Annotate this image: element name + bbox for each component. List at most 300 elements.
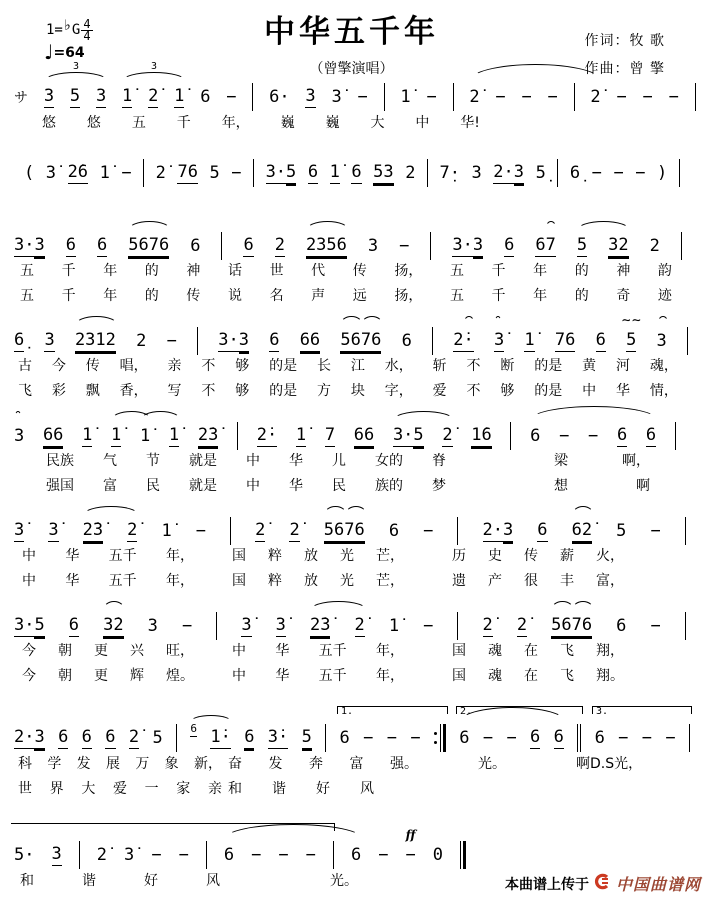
expression-marking: ff	[405, 827, 416, 842]
lyrics-row-2	[14, 285, 682, 305]
lyric-syllable: 写	[167, 383, 182, 399]
lyric-syllable: 悠	[86, 115, 101, 131]
system-8	[14, 706, 690, 797]
barline	[176, 723, 177, 753]
note-token: 3	[471, 162, 482, 183]
note-token: 2̇3̇	[197, 425, 219, 445]
lyrics-segment	[22, 545, 194, 565]
note-token: 6	[401, 330, 412, 351]
site-logo-icon	[594, 873, 611, 894]
lyrics-segment	[330, 870, 358, 890]
lyric-syllable: 飘	[85, 383, 100, 399]
note-token: 6	[223, 844, 235, 865]
barline	[333, 840, 334, 870]
lyric-syllable: 中	[22, 573, 36, 589]
note-token: 2̇	[442, 425, 453, 445]
lyric-syllable: 五千	[318, 668, 347, 684]
note-token: 3·5	[392, 425, 424, 445]
lyric-syllable: 辉	[130, 668, 144, 684]
lyric-syllable: 千	[176, 115, 191, 131]
note-token: 1̇	[388, 615, 400, 636]
system-5	[14, 421, 676, 494]
lyric-syllable: 丰	[560, 573, 574, 589]
lyrics-row-1	[14, 112, 696, 132]
lyric-syllable: 中	[232, 643, 246, 659]
flat-icon: ♭	[62, 16, 72, 34]
note-token: サ	[14, 89, 28, 106]
note-token: 3̇	[493, 330, 505, 350]
note-token: (	[24, 162, 35, 183]
note-token: 2	[274, 235, 285, 255]
lyric-syllable: 斩	[432, 358, 447, 374]
lyric-syllable: 气	[103, 453, 117, 469]
system-4	[14, 313, 688, 399]
lyric-syllable: 魂，	[649, 358, 678, 374]
note-token: −	[616, 86, 627, 107]
barline	[577, 723, 581, 753]
note-token: 6	[339, 727, 350, 748]
lyric-syllable: 就是	[189, 453, 217, 469]
expression-marking: ∼∼	[621, 313, 642, 327]
ending-bracket	[11, 823, 335, 831]
lyric-syllable: 学	[47, 756, 62, 772]
lyric-syllable: 世	[269, 263, 284, 279]
lyrics-segment	[18, 753, 222, 773]
lyric-syllable: 中	[246, 453, 260, 469]
lyric-syllable: 想	[554, 478, 568, 494]
note-token: 6	[504, 235, 515, 255]
note-token: −	[495, 86, 506, 107]
lyric-syllable: 中	[415, 115, 430, 131]
lyrics-row-2	[14, 665, 686, 685]
note-token: 6	[459, 727, 470, 748]
lyrics-segment	[18, 778, 222, 798]
lyric-syllable: 强。	[390, 756, 418, 772]
lyric-syllable: 朝	[58, 643, 72, 659]
lyrics-segment	[20, 870, 220, 890]
note-token: −	[591, 162, 602, 183]
lyric-syllable: 脊	[432, 453, 446, 469]
note-token: 5	[69, 86, 81, 106]
lyrics-row-1	[14, 870, 466, 890]
lyrics-row-1	[14, 355, 688, 375]
note-token: 2̇3̇	[309, 615, 331, 635]
lyric-syllable: 中	[22, 548, 36, 564]
volta-bracket	[456, 706, 583, 717]
note-token: 6	[68, 615, 80, 635]
lyric-syllable: 的是	[534, 383, 563, 399]
lyric-syllable: 好	[144, 873, 158, 889]
quarter-note-icon: ♩	[44, 40, 54, 64]
note-token: 2̇	[516, 615, 528, 635]
lyric-syllable: 彩	[51, 383, 66, 399]
lyric-syllable: 朝	[58, 668, 72, 684]
slur-arc	[103, 601, 125, 610]
lyric-syllable: 巍	[280, 115, 295, 131]
note-token: 5	[152, 727, 163, 748]
slur-arc	[530, 406, 658, 420]
uploaded-text: 本曲谱上传于	[505, 876, 589, 893]
lyric-syllable: 光	[340, 573, 354, 589]
note-token: 1̇	[111, 425, 122, 445]
lyric-syllable: 悠	[42, 115, 56, 131]
lyric-syllable: 好	[316, 781, 330, 797]
lyrics-row-1	[14, 640, 686, 660]
note-token: 1̇	[168, 425, 180, 445]
slur-arc	[545, 221, 557, 230]
note-token: −	[410, 727, 421, 748]
lyric-syllable: 断	[500, 358, 515, 374]
note-token: )	[657, 162, 668, 183]
note-token: 3	[656, 330, 667, 351]
lyric-syllable: 象	[164, 756, 179, 772]
note-token: 3	[367, 235, 379, 256]
lyric-syllable: 年，	[375, 643, 404, 659]
slur-arc	[657, 316, 669, 325]
note-token: 2	[405, 162, 416, 183]
lyric-syllable: 河	[616, 358, 630, 374]
note-token: 7̣·	[439, 162, 460, 183]
slur-arc	[361, 316, 384, 325]
lyric-syllable: 黄	[582, 358, 597, 374]
note-token: 6̣	[14, 330, 25, 350]
slur-arc	[190, 715, 232, 722]
lyric-syllable: 不	[201, 358, 216, 374]
note-token: 6	[350, 844, 362, 865]
barline	[453, 82, 454, 112]
lyric-syllable: 梦	[432, 478, 446, 494]
lyrics-segment	[554, 475, 650, 495]
site-name: 中国曲谱网	[616, 875, 702, 894]
lyric-syllable: 就是	[189, 478, 217, 494]
barline	[685, 516, 686, 546]
lyric-syllable: 和	[228, 781, 242, 797]
note-token: −	[178, 844, 189, 865]
lyric-syllable: 产	[488, 573, 502, 589]
lyric-syllable: 发	[76, 756, 91, 772]
lyric-syllable: 在	[524, 643, 538, 659]
volta-bracket	[337, 706, 448, 717]
note-token: 5	[209, 162, 220, 183]
lyrics-segment	[232, 640, 404, 660]
lyric-syllable: 千	[61, 263, 76, 279]
note-token: 2̇	[127, 520, 138, 540]
lyric-syllable: 的是	[269, 383, 298, 399]
note-token: 1̇	[174, 86, 185, 106]
lyric-syllable: 够	[500, 383, 515, 399]
lyrics-segment	[20, 285, 672, 305]
lyric-syllable: 放	[304, 573, 318, 589]
lyric-syllable: 奋	[228, 756, 242, 772]
lyric-syllable: 声	[311, 288, 326, 304]
note-token: −	[386, 727, 397, 748]
lyrics-segment	[42, 112, 480, 132]
lyric-syllable: 华	[289, 478, 303, 494]
notes-row	[14, 231, 682, 261]
lyric-syllable: 话	[227, 263, 242, 279]
lyric-syllable: 飞	[560, 668, 574, 684]
barline	[457, 516, 458, 546]
lyric-syllable: 国	[452, 668, 466, 684]
note-token: 3̇	[14, 520, 25, 540]
lyric-syllable: 民	[332, 478, 346, 494]
lyric-syllable: 啊D.S光，	[576, 756, 643, 772]
note-token: 2̇	[128, 727, 140, 747]
note-token: 2·3	[482, 520, 514, 540]
lyric-syllable: 五千	[108, 548, 137, 564]
lyric-syllable: 够	[235, 358, 250, 374]
notes-row	[14, 421, 676, 451]
lyric-syllable: 富，	[596, 573, 624, 589]
slur-arc	[572, 601, 595, 610]
lyric-syllable: 粹	[268, 573, 282, 589]
lyric-syllable: 光。	[330, 873, 358, 889]
note-token: 1̇	[82, 425, 93, 445]
lyric-syllable: 五	[131, 115, 146, 131]
lyric-syllable: 华	[275, 668, 290, 684]
lyric-syllable: 历	[452, 548, 466, 564]
lyric-syllable: 够	[235, 383, 250, 399]
lyric-syllable: 兴	[130, 643, 144, 659]
note-token: 6	[616, 425, 628, 445]
lyric-syllable: 的是	[269, 358, 298, 374]
note-token: 6	[105, 727, 116, 747]
lyric-syllable: 华	[275, 643, 290, 659]
lyric-syllable: 放	[304, 548, 318, 564]
note-token: 1̇	[329, 162, 340, 182]
note-token: 5676	[323, 520, 365, 540]
slur-arc	[324, 506, 347, 515]
note-token: 66	[42, 425, 64, 445]
barline	[685, 611, 686, 641]
lyric-syllable: 爱	[112, 781, 127, 797]
barline	[230, 516, 231, 546]
note-token: 3̇	[331, 86, 342, 107]
lyric-syllable: 啊	[636, 478, 650, 494]
note-token: −	[521, 86, 532, 107]
note-token: 2̇	[354, 615, 365, 635]
note-token: −	[226, 86, 237, 107]
note-token: 2356	[305, 235, 347, 255]
note-token: 1̇	[524, 330, 535, 350]
lyric-syllable: 年，	[165, 573, 194, 589]
note-token: 3	[147, 615, 158, 636]
barline	[434, 723, 446, 753]
note-token: −	[650, 615, 661, 636]
note-token: −	[642, 86, 653, 107]
note-token: − ff	[405, 827, 416, 865]
note-token: −	[357, 86, 368, 107]
note-token: −	[151, 844, 162, 865]
note-token: 2̇·	[453, 330, 474, 350]
lyrics-row-2	[14, 475, 676, 495]
lyric-syllable: 翔，	[596, 643, 624, 659]
note-token: 6	[307, 162, 319, 182]
note-token: 6	[645, 425, 657, 445]
lyrics-segment	[228, 753, 418, 773]
lyric-syllable: 方	[317, 383, 331, 399]
barline	[457, 611, 458, 641]
lyrics-segment	[554, 450, 650, 470]
lyric-syllable: 风	[206, 873, 220, 889]
note-token: −	[618, 727, 629, 748]
barline	[252, 82, 253, 112]
lyric-syllable: 遗	[452, 573, 466, 589]
note-token: −	[547, 86, 558, 107]
lyric-syllable: 芒，	[376, 548, 404, 564]
system-9	[14, 827, 466, 889]
lyric-syllable: 女的	[375, 453, 403, 469]
barline	[681, 231, 682, 261]
tuplet-number: 3	[150, 61, 158, 72]
time-signature: $\frac{4}{4}$	[83, 17, 91, 43]
volta-number: 3.	[596, 706, 609, 717]
lyric-syllable: 中	[582, 383, 597, 399]
barline	[432, 326, 433, 356]
note-token: 1̇	[139, 425, 151, 446]
lyric-syllable: 国	[232, 573, 246, 589]
slur-arc	[140, 411, 181, 420]
barline	[79, 840, 80, 870]
lyric-syllable: 奇	[616, 288, 631, 304]
note-token: 2̇	[148, 86, 159, 106]
note-token: −	[399, 235, 410, 256]
lyric-syllable: 中	[232, 668, 246, 684]
note-token: 6	[244, 727, 255, 747]
lyric-syllable: 水，	[384, 358, 413, 374]
lyrics-segment	[18, 380, 678, 400]
note-token: −	[635, 162, 646, 183]
lyrics-row-2	[14, 778, 690, 798]
slur-arc	[310, 601, 367, 610]
lyrics-row-1	[14, 260, 682, 280]
lyric-syllable: 一	[144, 781, 159, 797]
slur-arc	[494, 316, 502, 325]
note-token: −	[641, 727, 653, 748]
note-token: 1̇6	[471, 425, 492, 445]
notes-row	[24, 158, 680, 188]
lyric-syllable: 五	[449, 288, 464, 304]
note-token: −	[121, 162, 132, 183]
system-7	[14, 611, 686, 684]
lyrics-segment	[22, 665, 194, 685]
lyrics-segment	[46, 475, 446, 495]
lyric-syllable: 五千	[318, 643, 347, 659]
lyric-syllable: 在	[524, 668, 538, 684]
note-token: 3̇	[275, 615, 286, 635]
note-token: 6	[190, 721, 198, 735]
lyric-syllable: 大	[81, 781, 96, 797]
lyric-syllable: 年，	[165, 548, 194, 564]
lyrics-segment	[478, 753, 506, 773]
lyric-syllable: 奔	[309, 756, 323, 772]
lyric-syllable: 飞	[18, 383, 32, 399]
lyric-syllable: 扬，	[394, 288, 423, 304]
lyric-syllable: 富	[103, 478, 117, 494]
note-token: 3	[51, 844, 62, 864]
lyric-syllable: 国	[232, 548, 246, 564]
lyrics-segment	[20, 260, 672, 280]
note-token: 3·3	[14, 235, 45, 255]
lyrics-segment	[46, 450, 446, 470]
slur-arc	[14, 411, 22, 420]
lyric-syllable: 香，	[119, 383, 148, 399]
barline	[237, 421, 238, 451]
note-token: 6	[351, 162, 362, 182]
lyric-syllable: 古	[18, 358, 32, 374]
lyrics-row-1	[14, 450, 676, 470]
lyric-syllable: 的	[574, 288, 589, 304]
lyric-syllable: 韵	[657, 263, 672, 279]
note-token: 6	[81, 727, 92, 747]
note-token: −	[613, 162, 624, 183]
lyrics-segment	[22, 640, 194, 660]
note-token: 5676	[340, 330, 382, 350]
note-token: −	[506, 727, 517, 748]
lyric-syllable: 薪	[560, 548, 574, 564]
lyric-syllable: 展	[105, 756, 120, 772]
performer-note: （曾擎演唱）	[309, 61, 394, 77]
composer-credit: 作曲：曾 擎	[584, 61, 665, 77]
lyric-syllable: 年，	[375, 668, 404, 684]
barline	[384, 82, 385, 112]
lyric-syllable: 煌。	[166, 668, 194, 684]
note-token: −	[588, 425, 599, 446]
lyric-syllable: 字，	[384, 383, 413, 399]
lyrics-segment	[232, 665, 404, 685]
note-token: 66	[353, 425, 375, 445]
note-token: 3̇	[241, 615, 252, 635]
lyric-syllable: 今	[22, 668, 36, 684]
lyric-syllable: 的	[574, 263, 589, 279]
note-token: 3̇2	[103, 615, 124, 635]
lyric-syllable: 江	[350, 358, 365, 374]
note-token: 6	[58, 727, 69, 747]
key-prefix: 1=	[46, 22, 63, 38]
lyric-syllable: 和	[20, 873, 34, 889]
lyrics-segment	[18, 355, 678, 375]
tuplet-number: 3	[72, 61, 80, 72]
key-letter: G	[71, 22, 81, 38]
lyric-syllable: 很	[524, 573, 538, 589]
note-token: 0	[432, 844, 443, 865]
note-token: 6	[594, 727, 605, 748]
note-token: 3̇·	[267, 727, 289, 747]
lyric-syllable: 光。	[478, 756, 506, 772]
lyric-syllable: 华	[289, 453, 303, 469]
note-token: 2·3	[493, 162, 525, 182]
note-token: 3	[95, 86, 107, 106]
note-token: 76	[177, 162, 198, 182]
note-token: 1̇	[161, 520, 172, 541]
note-token: 1̇	[400, 86, 411, 107]
note-token: 3·3	[218, 330, 249, 350]
note-token: 3̇	[124, 844, 135, 865]
barline	[510, 421, 511, 451]
lyric-syllable: 世	[18, 781, 32, 797]
note-token: 2312	[74, 330, 116, 350]
lyrics-segment	[452, 545, 624, 565]
lyric-syllable: 翔。	[596, 668, 624, 684]
slur-arc	[572, 506, 594, 515]
note-token: −	[166, 330, 177, 351]
barline	[574, 82, 575, 112]
lyrics-segment	[452, 640, 624, 660]
note-token: 5	[576, 235, 588, 255]
slur-arc	[551, 601, 574, 610]
lyric-syllable: 五	[20, 263, 34, 279]
volta-number: 2.	[460, 706, 473, 717]
